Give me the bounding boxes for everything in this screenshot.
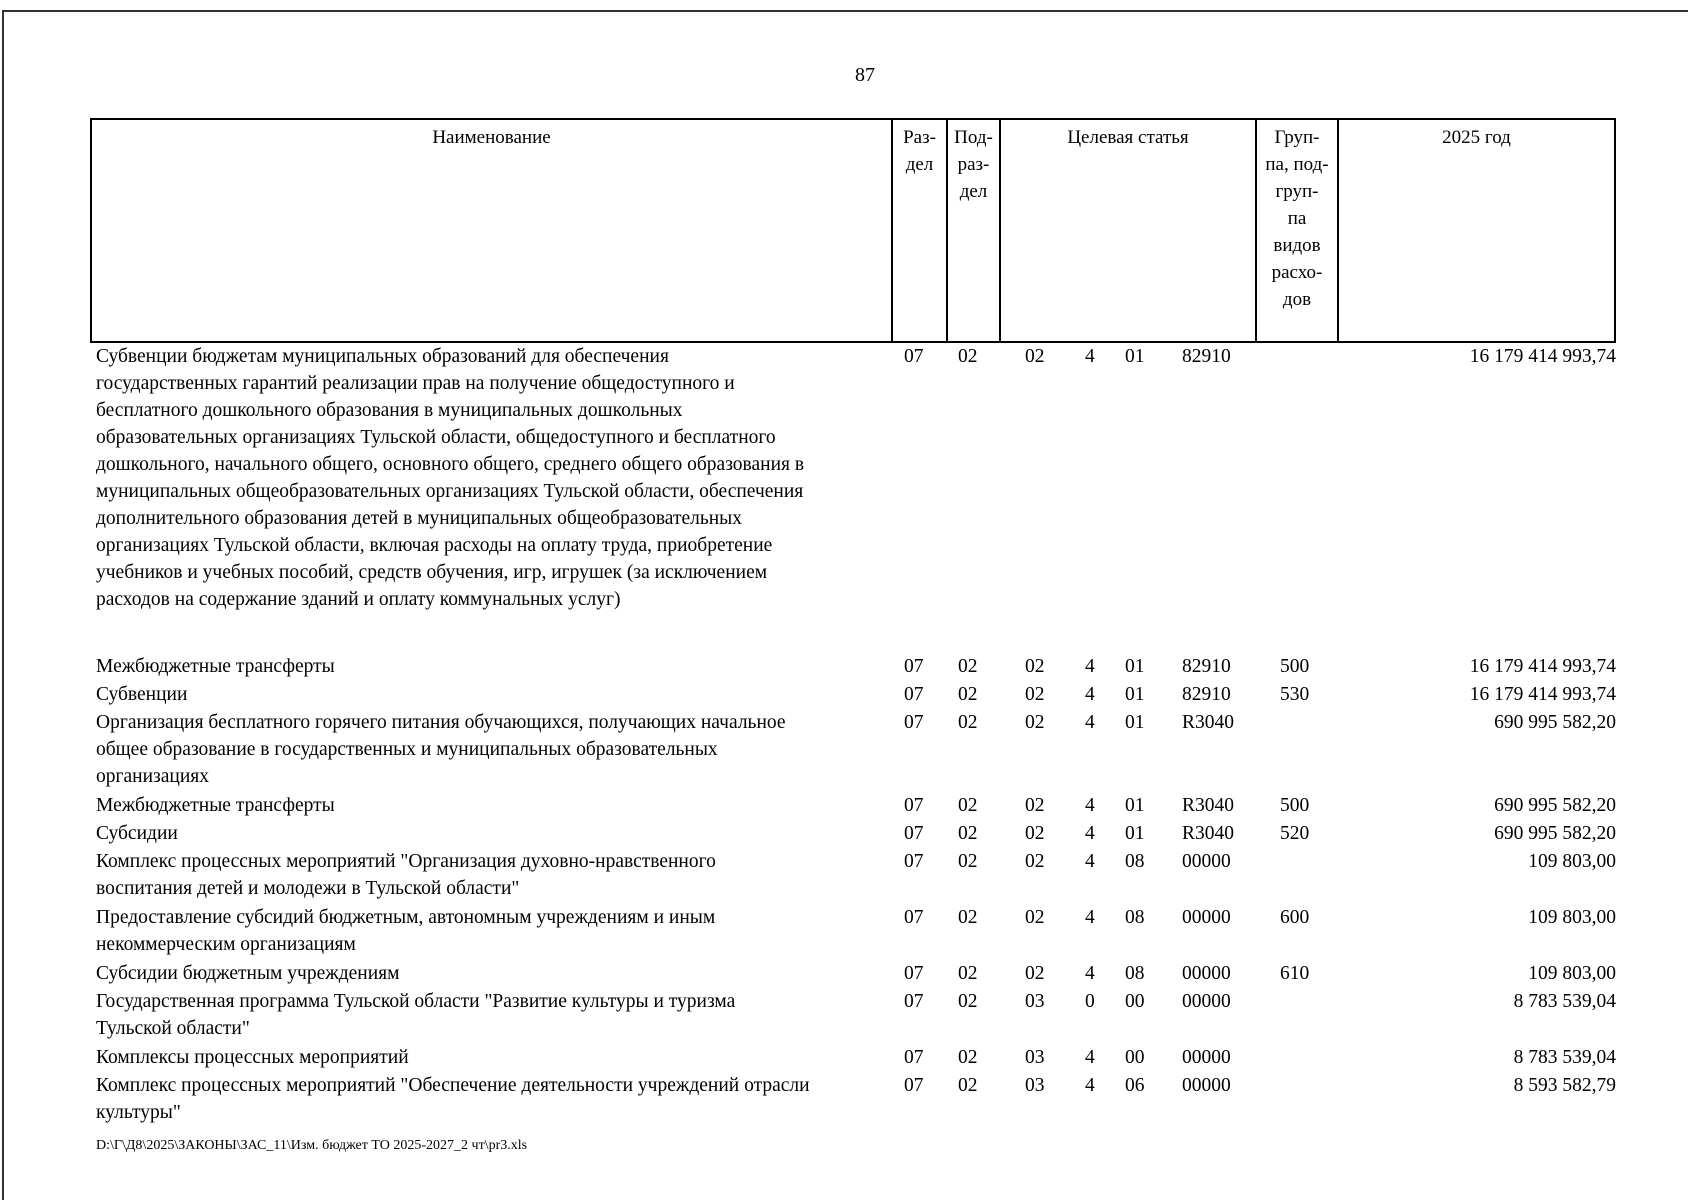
row-name: Комплексы процессных мероприятий bbox=[96, 1047, 409, 1068]
row-razdel: 07 bbox=[904, 1075, 924, 1096]
row-name: Комплекс процессных мероприятий "Обеспечение деятельности учреждений отрасли культуры" bbox=[96, 1075, 810, 1123]
row-razdel: 07 bbox=[904, 823, 924, 844]
row-razdel: 07 bbox=[904, 346, 924, 367]
page-number: 87 bbox=[855, 64, 875, 86]
row-podrazdel: 02 bbox=[958, 823, 978, 844]
row-ts4: R3040 bbox=[1182, 795, 1235, 816]
row-ts3: 06 bbox=[1125, 1075, 1145, 1096]
row-razdel: 07 bbox=[904, 795, 924, 816]
row-name: Организация бесплатного горячего питания обучающихся, получающих начальное общее образование в государственных и муниципальных образовательных организациях bbox=[96, 712, 786, 787]
row-name: Субвенции bbox=[96, 684, 188, 705]
row-name: Субвенции бюджетам муниципальных образований для обеспечения государственных гарантий реализации прав на получение общедоступного и бесплатного дошкольного образования в муниципальных дошкольных образовательных организациях Тульской области, общедоступного и бесплатного дошкольного, начального общего, основного общего, среднего общего образования в муниципальных общеобразовательных организациях Тульской области, обеспечения дополнительного образования детей в муниципальных общеобразовательных организациях Тульской области, включая расходы на оплату труда, приобретение учебников и учебных пособий, средств обучения, игр, игрушек (за исключением расходов на содержание зданий и оплату коммунальных услуг) bbox=[96, 346, 805, 610]
row-group: 530 bbox=[1280, 684, 1310, 705]
row-podrazdel: 02 bbox=[958, 1075, 978, 1096]
row-ts4: 00000 bbox=[1182, 991, 1231, 1012]
row-group: 610 bbox=[1280, 963, 1310, 984]
row-ts1: 02 bbox=[1025, 795, 1045, 816]
row-ts1: 02 bbox=[1025, 346, 1045, 367]
row-sum: 690 995 582,20 bbox=[1494, 795, 1616, 816]
row-ts2: 4 bbox=[1085, 823, 1095, 844]
row-ts2: 4 bbox=[1085, 851, 1095, 872]
row-sum: 8 593 582,79 bbox=[1513, 1075, 1616, 1096]
row-ts1: 03 bbox=[1025, 1075, 1045, 1096]
row-ts4: 82910 bbox=[1182, 656, 1231, 677]
row-podrazdel: 02 bbox=[958, 656, 978, 677]
row-ts1: 02 bbox=[1025, 656, 1045, 677]
row-ts3: 01 bbox=[1125, 656, 1145, 677]
row-ts3: 00 bbox=[1125, 1047, 1145, 1068]
scan-edge-left bbox=[2, 10, 4, 1200]
row-ts2: 4 bbox=[1085, 1075, 1095, 1096]
row-name: Предоставление субсидий бюджетным, автономным учреждениям и иным некоммерческим организациям bbox=[96, 907, 716, 955]
row-ts1: 02 bbox=[1025, 963, 1045, 984]
header-name: Наименование bbox=[432, 127, 551, 148]
row-razdel: 07 bbox=[904, 851, 924, 872]
row-ts1: 02 bbox=[1025, 851, 1045, 872]
row-ts2: 4 bbox=[1085, 907, 1095, 928]
header-razdel: Раз- дел bbox=[891, 120, 946, 341]
row-ts4: 00000 bbox=[1182, 907, 1231, 928]
scan-edge-top bbox=[4, 10, 1688, 12]
footer-file-path: D:\Г\Д8\2025\ЗАКОНЫ\ЗАС_11\Изм. бюджет ТО 2025-2027_2 чт\pr3.xls bbox=[96, 1138, 528, 1153]
row-sum: 109 803,00 bbox=[1528, 963, 1616, 984]
row-group: 600 bbox=[1280, 907, 1310, 928]
row-name: Государственная программа Тульской области "Развитие культуры и туризма Тульской области" bbox=[96, 991, 736, 1039]
row-ts4: 00000 bbox=[1182, 1047, 1231, 1068]
row-ts3: 01 bbox=[1125, 823, 1145, 844]
row-ts1: 03 bbox=[1025, 1047, 1045, 1068]
row-ts1: 02 bbox=[1025, 907, 1045, 928]
row-ts3: 01 bbox=[1125, 712, 1145, 733]
row-name: Межбюджетные трансферты bbox=[96, 795, 335, 816]
row-razdel: 07 bbox=[904, 907, 924, 928]
row-ts2: 4 bbox=[1085, 346, 1095, 367]
row-ts3: 08 bbox=[1125, 963, 1145, 984]
row-name: Комплекс процессных мероприятий "Организация духовно-нравственного воспитания детей и молодежи в Тульской области" bbox=[96, 851, 716, 899]
row-sum: 690 995 582,20 bbox=[1494, 712, 1616, 733]
row-podrazdel: 02 bbox=[958, 963, 978, 984]
row-ts3: 00 bbox=[1125, 991, 1145, 1012]
row-ts1: 02 bbox=[1025, 712, 1045, 733]
row-ts4: 00000 bbox=[1182, 1075, 1231, 1096]
row-razdel: 07 bbox=[904, 963, 924, 984]
row-ts4: 00000 bbox=[1182, 851, 1231, 872]
row-group: 500 bbox=[1280, 656, 1310, 677]
row-razdel: 07 bbox=[904, 991, 924, 1012]
table-header bbox=[90, 118, 1616, 343]
row-ts4: R3040 bbox=[1182, 823, 1235, 844]
row-sum: 8 783 539,04 bbox=[1513, 991, 1616, 1012]
row-sum: 16 179 414 993,74 bbox=[1469, 684, 1616, 705]
row-ts2: 4 bbox=[1085, 656, 1095, 677]
header-expense-group: Груп- па, под- груп- па видов расхо- дов bbox=[1255, 120, 1337, 341]
header-podrazdel: Под- раз- дел bbox=[946, 120, 999, 341]
row-name: Субсидии bbox=[96, 823, 178, 844]
row-razdel: 07 bbox=[904, 712, 924, 733]
row-sum: 16 179 414 993,74 bbox=[1469, 656, 1616, 677]
row-ts1: 02 bbox=[1025, 684, 1045, 705]
row-podrazdel: 02 bbox=[958, 346, 978, 367]
header-year: 2025 год bbox=[1337, 120, 1614, 341]
row-razdel: 07 bbox=[904, 1047, 924, 1068]
row-ts1: 03 bbox=[1025, 991, 1045, 1012]
row-ts2: 4 bbox=[1085, 684, 1095, 705]
row-ts4: 82910 bbox=[1182, 346, 1231, 367]
row-ts3: 08 bbox=[1125, 851, 1145, 872]
row-podrazdel: 02 bbox=[958, 684, 978, 705]
row-ts1: 02 bbox=[1025, 823, 1045, 844]
row-podrazdel: 02 bbox=[958, 851, 978, 872]
row-group: 520 bbox=[1280, 823, 1310, 844]
row-name: Межбюджетные трансферты bbox=[96, 656, 335, 677]
row-ts2: 0 bbox=[1085, 991, 1095, 1012]
row-ts4: 82910 bbox=[1182, 684, 1231, 705]
row-ts4: 00000 bbox=[1182, 963, 1231, 984]
row-podrazdel: 02 bbox=[958, 991, 978, 1012]
row-ts3: 01 bbox=[1125, 346, 1145, 367]
row-sum: 690 995 582,20 bbox=[1494, 823, 1616, 844]
row-podrazdel: 02 bbox=[958, 795, 978, 816]
row-ts3: 01 bbox=[1125, 684, 1145, 705]
row-razdel: 07 bbox=[904, 684, 924, 705]
row-podrazdel: 02 bbox=[958, 712, 978, 733]
header-target-article: Целевая статья bbox=[999, 120, 1255, 341]
row-sum: 8 783 539,04 bbox=[1513, 1047, 1616, 1068]
row-podrazdel: 02 bbox=[958, 907, 978, 928]
row-sum: 109 803,00 bbox=[1528, 851, 1616, 872]
row-ts3: 08 bbox=[1125, 907, 1145, 928]
row-ts2: 4 bbox=[1085, 963, 1095, 984]
row-razdel: 07 bbox=[904, 656, 924, 677]
row-ts2: 4 bbox=[1085, 1047, 1095, 1068]
row-ts3: 01 bbox=[1125, 795, 1145, 816]
row-name: Субсидии бюджетным учреждениям bbox=[96, 963, 400, 984]
row-ts2: 4 bbox=[1085, 795, 1095, 816]
row-podrazdel: 02 bbox=[958, 1047, 978, 1068]
row-sum: 109 803,00 bbox=[1528, 907, 1616, 928]
row-ts4: R3040 bbox=[1182, 712, 1235, 733]
row-sum: 16 179 414 993,74 bbox=[1469, 346, 1616, 367]
row-ts2: 4 bbox=[1085, 712, 1095, 733]
row-group: 500 bbox=[1280, 795, 1310, 816]
